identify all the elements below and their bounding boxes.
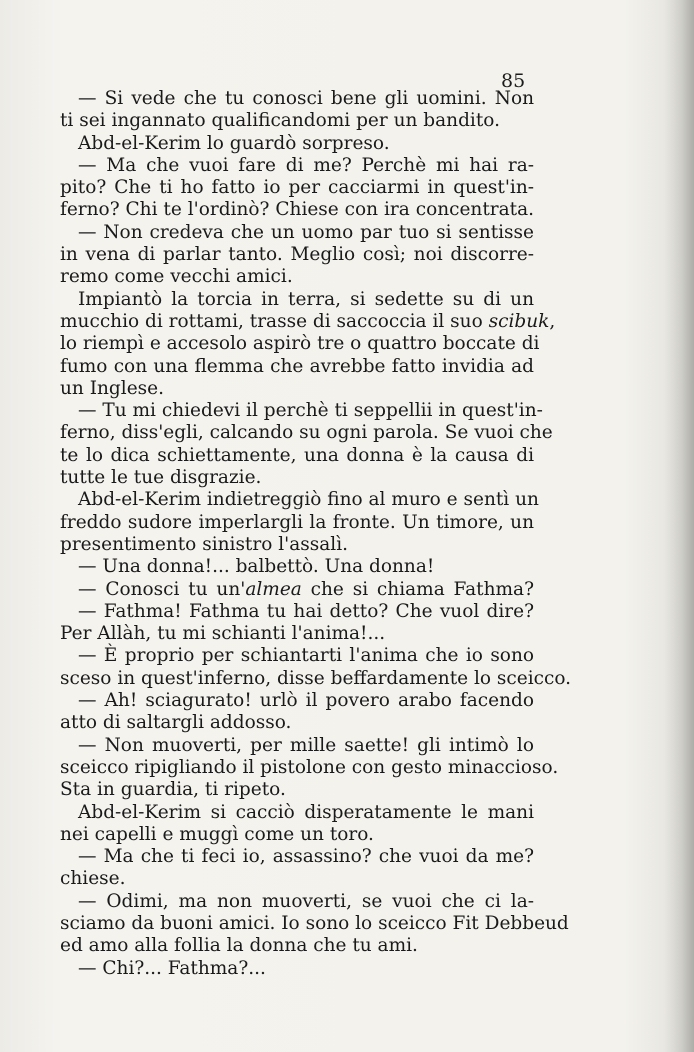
text-line: — Fathma! Fathma tu hai detto? Che vuol dire? [78, 600, 534, 622]
text-line: mucchio di rottami, trasse di saccoccia il suo scibuk, [60, 310, 556, 332]
text-line: un Inglese. [60, 377, 164, 399]
text-line: — Non muoverti, per mille saette! gli intimò lo [78, 734, 534, 756]
text-line: tutte le tue disgrazie. [60, 467, 262, 489]
text-line: — Ma che vuoi fare di me? Perchè mi hai ra- [78, 154, 534, 176]
text-line: sciamo da buoni amici. Io sono lo sceicco Fit Debbeud [60, 912, 569, 934]
text-line: — Non credeva che un uomo par tuo si sentisse [78, 221, 534, 243]
italic-word: almea [245, 578, 302, 600]
text-line: — Si vede che tu conosci bene gli uomini. Non [78, 88, 534, 109]
text-line: Abd-el-Kerim indietreggiò fino al muro e sentì un [78, 489, 539, 511]
text-line: te lo dica schiettamente, una donna è la causa di [60, 444, 534, 466]
text-line: pito? Che ti ho fatto io per cacciarmi in quest'in- [60, 177, 534, 199]
text-line: presentimento sinistro l'assalì. [60, 533, 348, 555]
text-line: — Chi?... Fathma?... [78, 957, 266, 979]
text-line: freddo sudore imperlargli la fronte. Un timore, un [60, 511, 534, 533]
text-line: Per Allàh, tu mi schianti l'anima!... [60, 623, 386, 645]
text-line: — È proprio per schiantarti l'anima che io sono [78, 645, 534, 667]
text-line: atto di saltargli addosso. [60, 712, 292, 734]
text-line: Sta in guardia, ti ripeto. [60, 779, 286, 801]
text-line: lo riempì e accesolo aspirò tre o quattro boccate di [60, 333, 540, 355]
text-line: ferno? Chi te l'ordinò? Chiese con ira concentrata. [60, 199, 534, 221]
text-line: remo come vecchi amici. [60, 266, 293, 288]
text-line: Abd-el-Kerim si cacciò disperatamente le mani [78, 801, 534, 823]
italic-word: scibuk [488, 310, 550, 332]
page-edge-shadow [664, 0, 694, 1052]
text-line: fumo con una flemma che avrebbe fatto invidia ad [60, 355, 534, 377]
text-line: — Tu mi chiedevi il perchè ti seppellii in quest'in- [78, 400, 543, 422]
text-line: ed amo alla follia la donna che tu ami. [60, 935, 418, 957]
text-line: ferno, diss'egli, calcando su ogni parola. Se vuoi che [60, 422, 553, 444]
text-line: ti sei ingannato qualificandomi per un bandito. [60, 110, 500, 132]
text-line: — Odimi, ma non muoverti, se vuoi che ci la- [78, 890, 534, 912]
text-line: chiese. [60, 868, 126, 890]
text-line: — Una donna!... balbettò. Una donna! [78, 556, 435, 578]
text-line: — Conosci tu un'almea che si chiama Fathma? [78, 578, 534, 600]
text-line: sceicco ripigliando il pistolone con gesto minaccioso. [60, 756, 559, 778]
text-line: — Ah! sciagurato! urlò il povero arabo facendo [78, 690, 534, 712]
text-line: Abd-el-Kerim lo guardò sorpreso. [78, 132, 390, 154]
page-number: 85 [501, 70, 526, 92]
body-text [60, 88, 572, 980]
text-line: nei capelli e muggì come un toro. [60, 823, 374, 845]
text-line: sceso in quest'inferno, disse beffardamente lo sceicco. [60, 667, 572, 689]
text-line: — Ma che ti feci io, assassino? che vuoi da me? [78, 846, 534, 868]
text-line: in vena di parlar tanto. Meglio così; noi discorre- [60, 244, 534, 266]
text-line: Impiantò la torcia in terra, si sedette su di un [78, 288, 534, 310]
